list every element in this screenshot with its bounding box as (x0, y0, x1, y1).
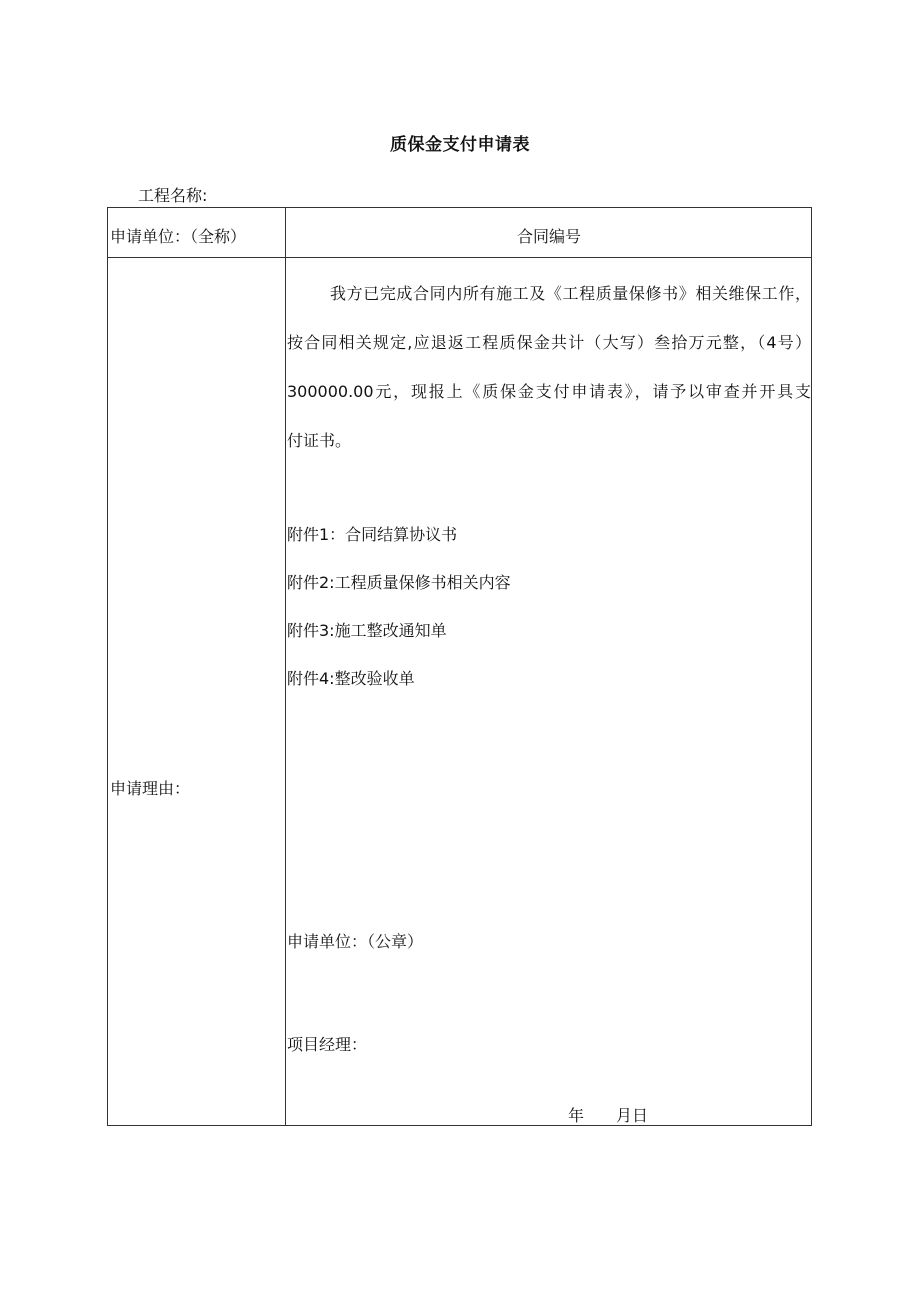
attachment-item: 附件3:施工整改通知单 (287, 621, 447, 640)
attachment-item: 附件1：合同结算协议书 (287, 525, 458, 544)
document-title: 质保金支付申请表 (390, 135, 530, 155)
applicant-seal-label: 申请单位：（公章） (287, 932, 424, 951)
row-divider (108, 257, 811, 258)
date-line (568, 1103, 648, 1126)
reason-label: 申请理由： (110, 779, 191, 798)
project-manager-label: 项目经理： (287, 1035, 368, 1054)
attachment-item: 附件2:工程质量保修书相关内容 (287, 573, 511, 592)
application-form-table (107, 207, 812, 1126)
contract-number-label: 合同编号 (516, 227, 581, 246)
applicant-label: 申请单位：（全称） (110, 227, 247, 246)
reason-body-line: 按合同相关规定,应退返工程质保金共计（大写）叁拾万元整，（4号） (287, 333, 811, 352)
date-month-day-label: 月日 (616, 1106, 649, 1125)
reason-body-line: 300000.00元，现报上《质保金支付申请表》，请予以审查并开具支 (287, 382, 811, 401)
project-name-label: 工程名称: (138, 186, 208, 205)
reason-body-line: 我方已完成合同内所有施工及《工程质量保修书》相关维保工作， (330, 284, 811, 303)
date-year-label: 年 (568, 1106, 585, 1125)
reason-body-line: 付证书。 (287, 431, 352, 450)
column-divider (285, 208, 286, 1125)
attachment-item: 附件4:整改验收单 (287, 669, 415, 688)
